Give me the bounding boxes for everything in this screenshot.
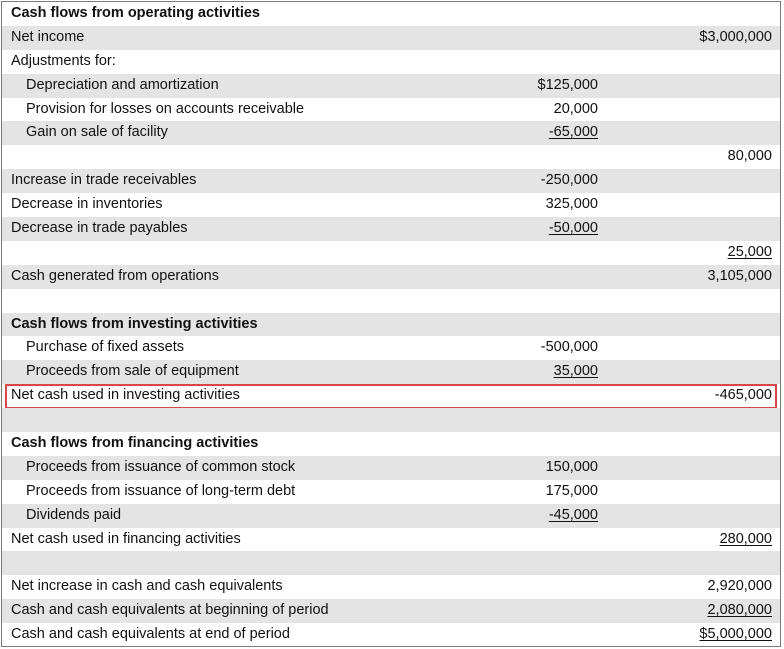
line-item-amount: -500,000 xyxy=(540,339,598,356)
line-item-label: Proceeds from issuance of long-term debt xyxy=(26,482,296,499)
line-item-label: Net cash used in investing activities xyxy=(11,387,240,404)
line-item-label: Cash generated from operations xyxy=(11,267,219,284)
line-item-label: Net increase in cash and cash equivalents xyxy=(11,578,283,595)
subtotal-amount: 25,000 xyxy=(727,243,772,260)
table-row xyxy=(2,599,780,623)
table-row xyxy=(2,265,780,289)
table-row xyxy=(2,432,780,456)
line-item-label: Increase in trade receivables xyxy=(11,172,197,189)
line-item-amount: -65,000 xyxy=(548,124,598,141)
section-heading: Cash flows from financing activities xyxy=(11,435,259,452)
section-heading: Cash flows from operating activities xyxy=(11,5,260,21)
table-row xyxy=(2,217,780,241)
subtotal-amount: 3,105,000 xyxy=(707,267,772,284)
table-row xyxy=(2,456,780,480)
table-row xyxy=(2,74,780,98)
table-row xyxy=(2,360,780,384)
line-item-amount: $125,000 xyxy=(537,76,598,93)
table-row xyxy=(2,98,780,122)
table-row xyxy=(2,26,780,50)
subtotal-amount: $5,000,000 xyxy=(699,626,772,643)
table-row xyxy=(2,504,780,528)
line-item-label: Decrease in trade payables xyxy=(11,220,188,237)
table-row xyxy=(2,528,780,552)
line-item-amount: 35,000 xyxy=(553,363,598,380)
subtotal-amount: $3,000,000 xyxy=(699,28,772,45)
highlighted-table-row xyxy=(2,384,780,408)
line-item-label: Adjustments for: xyxy=(11,52,116,69)
line-item-label: Purchase of fixed assets xyxy=(26,339,184,356)
blank-row xyxy=(2,241,780,265)
line-item-amount: 175,000 xyxy=(545,482,598,499)
line-item-label: Decrease in inventories xyxy=(11,196,163,213)
line-item-label: Gain on sale of facility xyxy=(26,124,168,141)
table-row xyxy=(2,2,780,26)
subtotal-amount: -465,000 xyxy=(714,387,772,404)
line-item-amount: -250,000 xyxy=(540,172,598,189)
blank-row xyxy=(2,289,780,313)
line-item-label: Net income xyxy=(11,28,85,45)
line-item-label: Provision for losses on accounts receivable xyxy=(26,100,305,117)
subtotal-amount: 80,000 xyxy=(727,148,772,165)
line-item-label: Proceeds from sale of equipment xyxy=(26,363,239,380)
line-item-amount: -50,000 xyxy=(548,220,598,237)
table-row xyxy=(2,121,780,145)
section-heading: Cash flows from investing activities xyxy=(11,315,258,332)
line-item-amount: -45,000 xyxy=(548,506,598,523)
table-row xyxy=(2,313,780,337)
line-item-label: Depreciation and amortization xyxy=(26,76,219,93)
cash-flow-statement-table xyxy=(1,1,781,647)
blank-row xyxy=(2,551,780,575)
table-row xyxy=(2,623,780,647)
line-item-label: Cash and cash equivalents at beginning of period xyxy=(11,602,329,619)
line-item-label: Net cash used in financing activities xyxy=(11,530,241,547)
subtotal-amount: 2,920,000 xyxy=(707,578,772,595)
blank-row xyxy=(2,408,780,432)
table-row xyxy=(2,336,780,360)
subtotal-amount: 2,080,000 xyxy=(707,602,772,619)
table-row xyxy=(2,50,780,74)
table-row xyxy=(2,575,780,599)
line-item-amount: 325,000 xyxy=(545,196,598,213)
table-row xyxy=(2,169,780,193)
line-item-amount: 20,000 xyxy=(553,100,598,117)
blank-row xyxy=(2,145,780,169)
line-item-label: Cash and cash equivalents at end of period xyxy=(11,626,290,643)
line-item-label: Dividends paid xyxy=(26,506,122,523)
table-row xyxy=(2,480,780,504)
line-item-amount: 150,000 xyxy=(545,458,598,475)
subtotal-amount: 280,000 xyxy=(719,530,772,547)
table-row xyxy=(2,193,780,217)
line-item-label: Proceeds from issuance of common stock xyxy=(26,458,296,475)
